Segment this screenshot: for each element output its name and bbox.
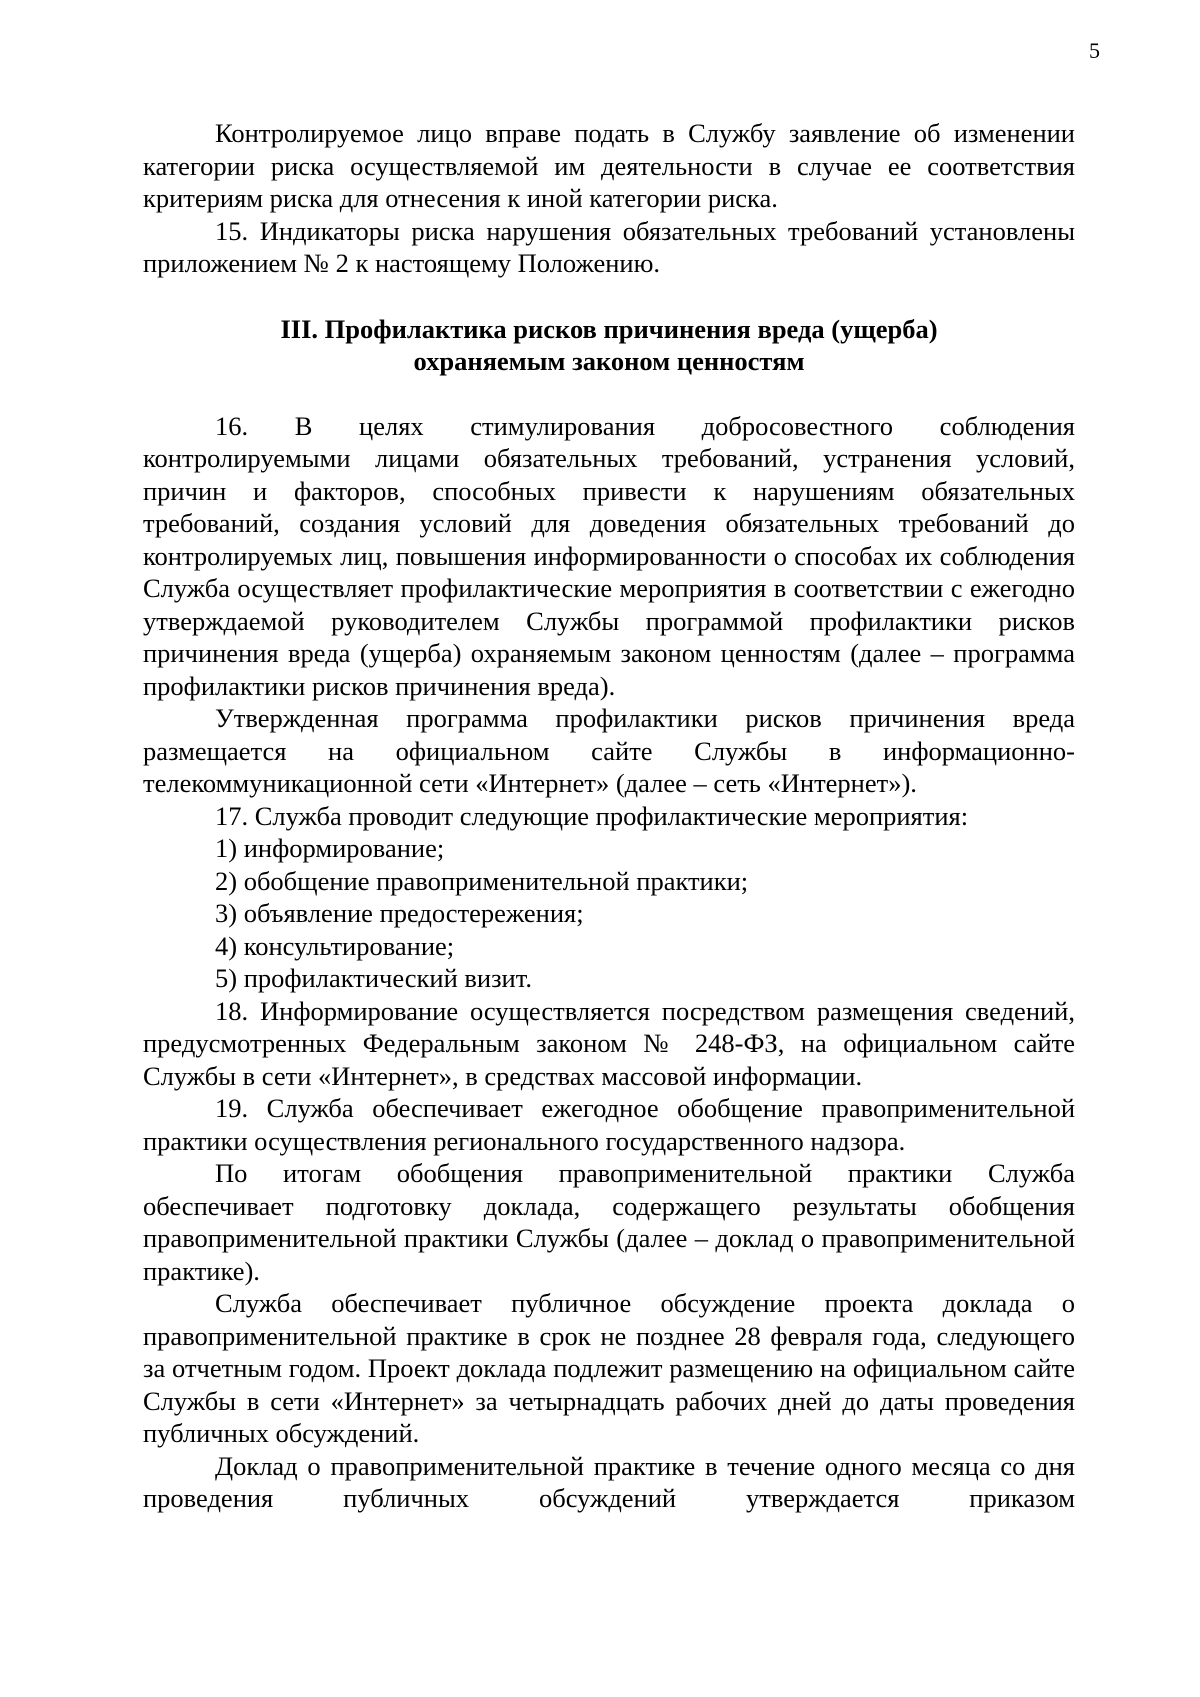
section-heading-line-2: охраняемым законом ценностям <box>413 346 805 376</box>
paragraph-19-report: По итогам обобщения правоприменительной практики Служба обеспечивает подготовку доклада, содержащего результаты обобщения правоприменительной практики Службы (далее – доклад о правоприменительной практике). <box>143 1158 1075 1286</box>
paragraph-17: 17. Служба проводит следующие профилактические мероприятия: <box>215 800 969 831</box>
list-item: 5) профилактический визит. <box>215 963 532 993</box>
list-item: 3) объявление предостережения; <box>215 898 584 928</box>
list-item: 1) информирование; <box>215 833 445 863</box>
document-body <box>143 117 1075 1515</box>
paragraph-19-approval: Доклад о правоприменительной практике в течение одного месяца со дня проведения публичных обсуждений утверждается приказом <box>143 1450 1075 1513</box>
list-item: 4) консультирование; <box>215 930 455 961</box>
paragraph-19-discussion: Служба обеспечивает публичное обсуждение проекта доклада о правоприменительной практике в срок не позднее 28 февраля года, следующего за отчетным годом. Проект доклада подлежит размещению на официальном сайте Службы в сети «Интернет» за четырнадцать рабочих дней до даты проведения публичных обсуждений. <box>143 1288 1075 1448</box>
paragraph-19: 19. Служба обеспечивает ежегодное обобщение правоприменительной практики осуществления регионального государственного надзора. <box>143 1093 1075 1156</box>
page-number: 5 <box>1089 38 1100 63</box>
paragraph-16-program: Утвержденная программа профилактики рисков причинения вреда размещается на официальном сайте Службы в информационно-телекоммуникационной сети «Интернет» (далее – сеть «Интернет»). <box>143 703 1075 798</box>
paragraph-risk-category: Контролируемое лицо вправе подать в Службу заявление об изменении категории риска осуществляемой им деятельности в случае ее соответствия критериям риска для отнесения к иной категории риска. <box>143 118 1075 213</box>
paragraph-15: 15. Индикаторы риска нарушения обязательных требований установлены приложением № 2 к настоящему Положению. <box>143 215 1075 278</box>
paragraph-18: 18. Информирование осуществляется посредством размещения сведений, предусмотренных Федеральным законом № 248-ФЗ, на официальном сайте Службы в сети «Интернет», в средствах массовой информации. <box>143 995 1075 1091</box>
paragraph-16: 16. В целях стимулирования добросовестного соблюдения контролируемыми лицами обязательных требований, устранения условий, причин и факторов, способных привести к нарушениям обязательных требований, создания условий для доведения обязательных требований до контролируемых лиц, повышения информированности о способах их соблюдения Служба осуществляет профилактические мероприятия в соответствии с ежегодно утверждаемой руководителем Службы программой профилактики рисков причинения вреда (ущерба) охраняемым законом ценностям (далее – программа профилактики рисков причинения вреда). <box>143 410 1075 701</box>
section-heading-line-1: III. Профилактика рисков причинения вреда (ущерба) <box>280 313 938 344</box>
list-item: 2) обобщение правоприменительной практики; <box>215 865 749 896</box>
section-heading <box>143 313 1075 378</box>
